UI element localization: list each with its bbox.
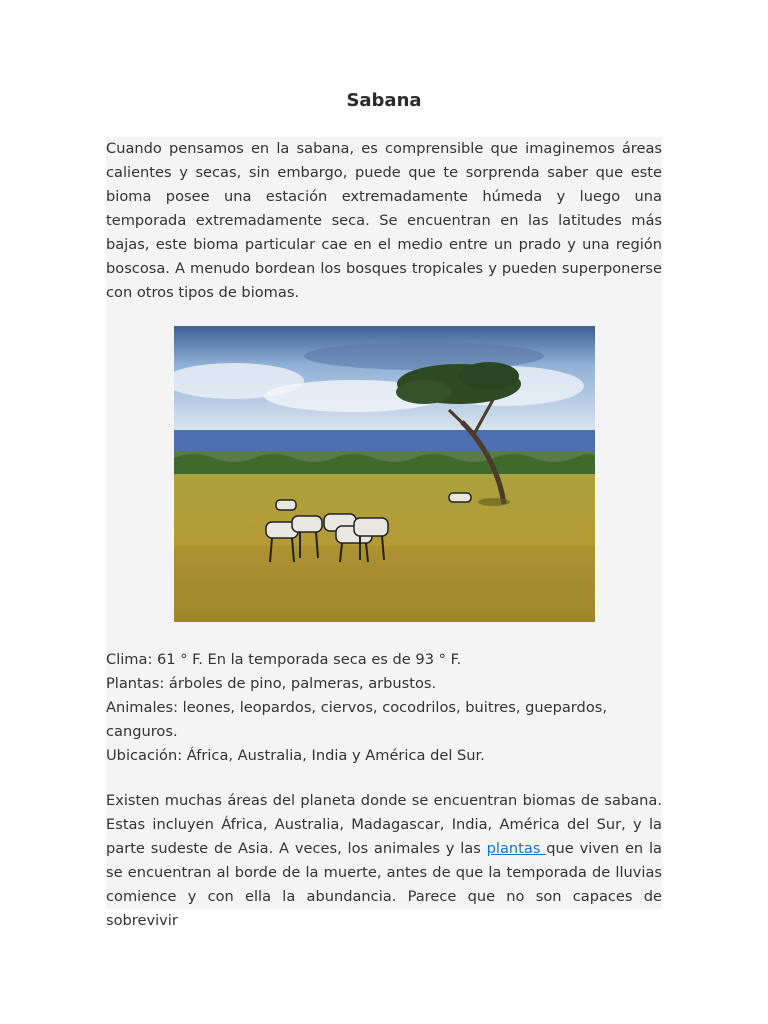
location-line: Ubicación: África, Australia, India y América del Sur. <box>106 747 485 764</box>
animals-line-continued: canguros. <box>106 723 178 740</box>
plantas-link[interactable]: plantas <box>486 840 547 857</box>
biomes-text-start: Existen muchas áreas del planeta donde se encuentran biomas de sabana. Estas incluyen África, Australia, Madagascar, India, América del Sur, y la parte sudeste de Asia. A veces, los animales y las <box>106 792 662 857</box>
intro-section <box>106 137 662 307</box>
animals-line: Animales: leones, leopardos, ciervos, cocodrilos, buitres, guepardos, <box>106 699 607 716</box>
page-title: Sabana <box>346 90 422 111</box>
biomes-paragraph <box>106 789 662 933</box>
intro-paragraph: Cuando pensamos en la sabana, es comprensible que imaginemos áreas calientes y secas, sin embargo, puede que te sorprenda saber que este bioma posee una estación extremadamente húmeda y luego una temporada extremadamente seca. Se encuentran en las latitudes más bajas, este bioma particular cae en el medio entre un prado y una región boscosa. A menudo bordean los bosques tropicales y pueden superponerse con otros tipos de biomas. <box>106 140 662 301</box>
climate-line: Clima: 61 ° F. En la temporada seca es de 93 ° F. <box>106 651 462 668</box>
plants-line: Plantas: árboles de pino, palmeras, arbustos. <box>106 675 437 692</box>
section-spacer <box>106 777 662 789</box>
savanna-photo <box>174 326 595 622</box>
image-section <box>106 307 662 637</box>
biomes-text-end: que viven en la se encuentran al borde de la muerte, antes de que la temporada de lluvias comience y con ella la abundancia. Parece que no son capaces de sobrevivir <box>106 840 662 929</box>
biomes-section <box>106 789 662 929</box>
facts-section <box>106 637 662 777</box>
